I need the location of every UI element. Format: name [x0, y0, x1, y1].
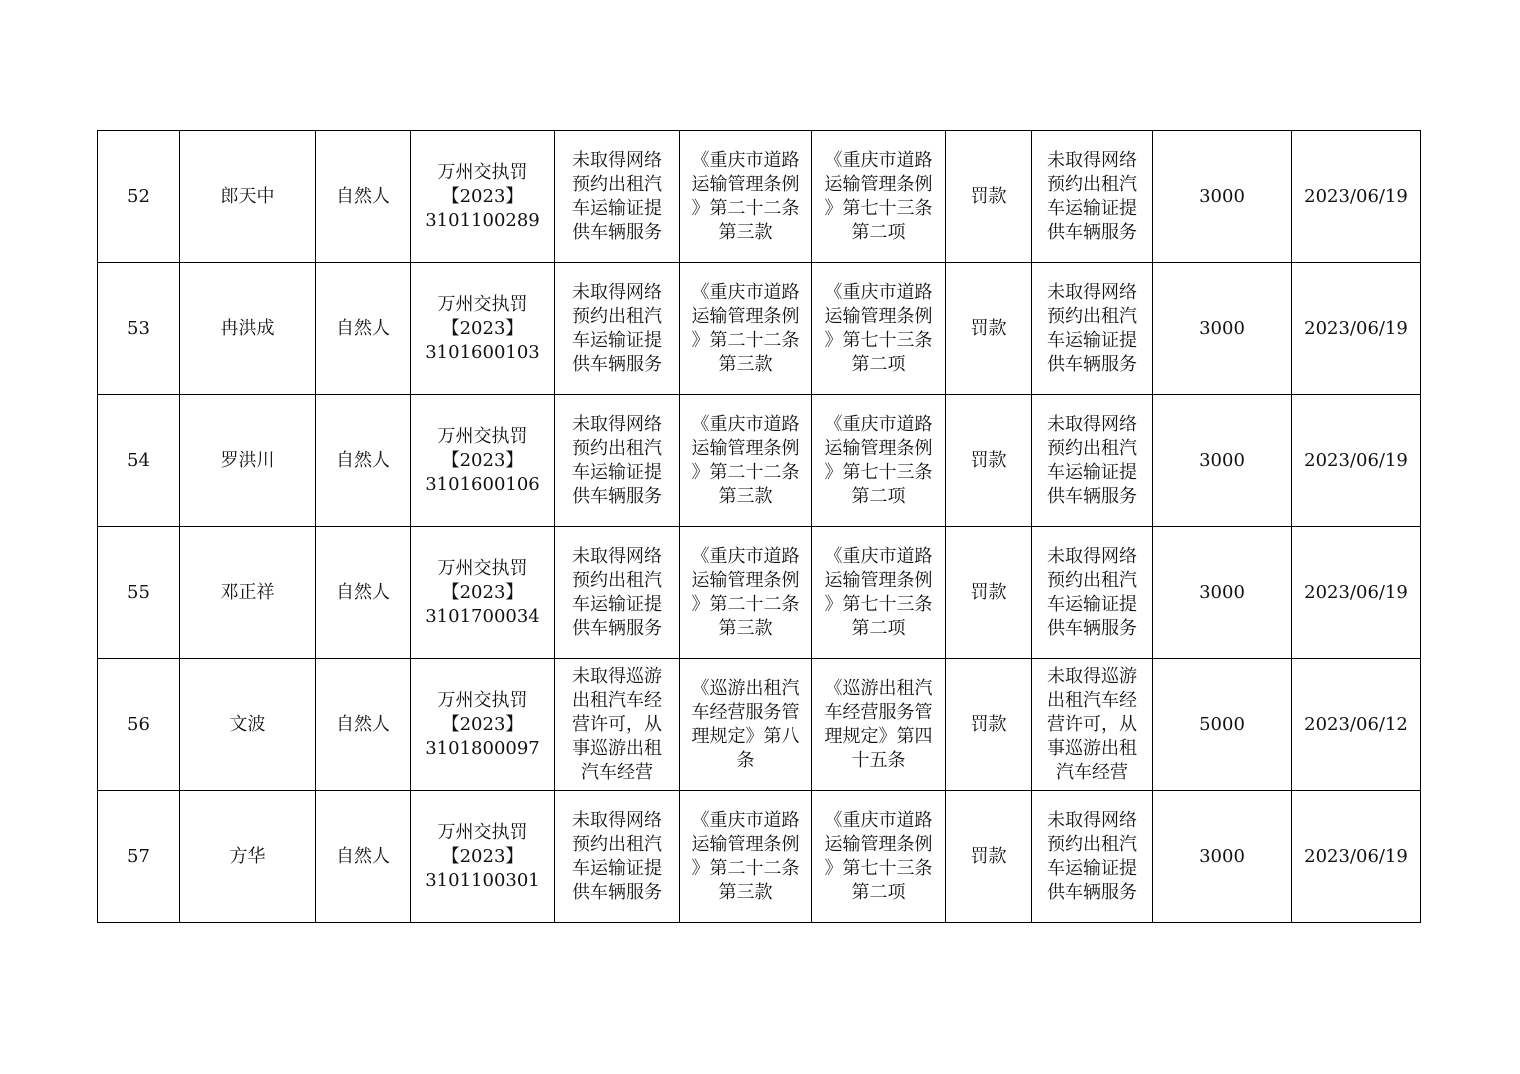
cell-penalty-basis: 《重庆市道路 运输管理条例 》第七十三条 第二项 — [812, 395, 946, 527]
cell-date: 2023/06/19 — [1292, 263, 1421, 395]
cell-seq: 57 — [98, 791, 180, 923]
cell-content: 未取得网络 预约出租汽 车运输证提 供车辆服务 — [1032, 131, 1153, 263]
cell-doc-no: 万州交执罚 【2023】 3101700034 — [411, 527, 555, 659]
cell-doc-no: 万州交执罚 【2023】 3101100289 — [411, 131, 555, 263]
table-row — [98, 395, 1421, 527]
table-row — [98, 791, 1421, 923]
cell-date: 2023/06/19 — [1292, 131, 1421, 263]
cell-doc-no: 万州交执罚 【2023】 3101800097 — [411, 659, 555, 791]
cell-penalty-basis: 《重庆市道路 运输管理条例 》第七十三条 第二项 — [812, 791, 946, 923]
cell-amount: 3000 — [1153, 263, 1292, 395]
cell-name: 冉洪成 — [180, 263, 316, 395]
cell-name: 邓正祥 — [180, 527, 316, 659]
cell-name: 郎天中 — [180, 131, 316, 263]
cell-content: 未取得网络 预约出租汽 车运输证提 供车辆服务 — [1032, 791, 1153, 923]
cell-penalty-basis: 《重庆市道路 运输管理条例 》第七十三条 第二项 — [812, 527, 946, 659]
cell-seq: 56 — [98, 659, 180, 791]
cell-seq: 55 — [98, 527, 180, 659]
cell-date: 2023/06/19 — [1292, 791, 1421, 923]
cell-penalty-type: 罚款 — [946, 131, 1032, 263]
cell-party-type: 自然人 — [316, 659, 411, 791]
table-body — [98, 131, 1421, 923]
cell-doc-no: 万州交执罚 【2023】 3101100301 — [411, 791, 555, 923]
cell-name: 方华 — [180, 791, 316, 923]
cell-penalty-basis: 《重庆市道路 运输管理条例 》第七十三条 第二项 — [812, 263, 946, 395]
cell-penalty-type: 罚款 — [946, 263, 1032, 395]
cell-basis: 《重庆市道路 运输管理条例 》第二十二条 第三款 — [680, 263, 812, 395]
cell-amount: 3000 — [1153, 527, 1292, 659]
cell-party-type: 自然人 — [316, 263, 411, 395]
table-row — [98, 131, 1421, 263]
cell-name: 罗洪川 — [180, 395, 316, 527]
table-row — [98, 263, 1421, 395]
cell-violation: 未取得巡游 出租汽车经 营许可，从 事巡游出租 汽车经营 — [555, 659, 680, 791]
cell-violation: 未取得网络 预约出租汽 车运输证提 供车辆服务 — [555, 791, 680, 923]
cell-amount: 5000 — [1153, 659, 1292, 791]
cell-doc-no: 万州交执罚 【2023】 3101600103 — [411, 263, 555, 395]
cell-penalty-type: 罚款 — [946, 395, 1032, 527]
cell-seq: 52 — [98, 131, 180, 263]
penalty-table — [97, 130, 1421, 923]
cell-basis: 《重庆市道路 运输管理条例 》第二十二条 第三款 — [680, 527, 812, 659]
cell-basis: 《巡游出租汽 车经营服务管 理规定》第八 条 — [680, 659, 812, 791]
cell-violation: 未取得网络 预约出租汽 车运输证提 供车辆服务 — [555, 263, 680, 395]
cell-content: 未取得巡游 出租汽车经 营许可，从 事巡游出租 汽车经营 — [1032, 659, 1153, 791]
cell-amount: 3000 — [1153, 791, 1292, 923]
cell-basis: 《重庆市道路 运输管理条例 》第二十二条 第三款 — [680, 395, 812, 527]
cell-party-type: 自然人 — [316, 527, 411, 659]
cell-party-type: 自然人 — [316, 791, 411, 923]
cell-content: 未取得网络 预约出租汽 车运输证提 供车辆服务 — [1032, 263, 1153, 395]
cell-seq: 53 — [98, 263, 180, 395]
cell-amount: 3000 — [1153, 395, 1292, 527]
cell-penalty-basis: 《重庆市道路 运输管理条例 》第七十三条 第二项 — [812, 131, 946, 263]
cell-penalty-basis: 《巡游出租汽 车经营服务管 理规定》第四 十五条 — [812, 659, 946, 791]
cell-basis: 《重庆市道路 运输管理条例 》第二十二条 第三款 — [680, 791, 812, 923]
cell-penalty-type: 罚款 — [946, 527, 1032, 659]
cell-violation: 未取得网络 预约出租汽 车运输证提 供车辆服务 — [555, 395, 680, 527]
cell-penalty-type: 罚款 — [946, 791, 1032, 923]
cell-violation: 未取得网络 预约出租汽 车运输证提 供车辆服务 — [555, 527, 680, 659]
cell-content: 未取得网络 预约出租汽 车运输证提 供车辆服务 — [1032, 527, 1153, 659]
cell-date: 2023/06/19 — [1292, 527, 1421, 659]
table-row — [98, 527, 1421, 659]
cell-name: 文波 — [180, 659, 316, 791]
cell-content: 未取得网络 预约出租汽 车运输证提 供车辆服务 — [1032, 395, 1153, 527]
cell-party-type: 自然人 — [316, 395, 411, 527]
cell-seq: 54 — [98, 395, 180, 527]
cell-doc-no: 万州交执罚 【2023】 3101600106 — [411, 395, 555, 527]
cell-amount: 3000 — [1153, 131, 1292, 263]
cell-party-type: 自然人 — [316, 131, 411, 263]
cell-date: 2023/06/19 — [1292, 395, 1421, 527]
table-row — [98, 659, 1421, 791]
cell-date: 2023/06/12 — [1292, 659, 1421, 791]
cell-penalty-type: 罚款 — [946, 659, 1032, 791]
cell-basis: 《重庆市道路 运输管理条例 》第二十二条 第三款 — [680, 131, 812, 263]
cell-violation: 未取得网络 预约出租汽 车运输证提 供车辆服务 — [555, 131, 680, 263]
